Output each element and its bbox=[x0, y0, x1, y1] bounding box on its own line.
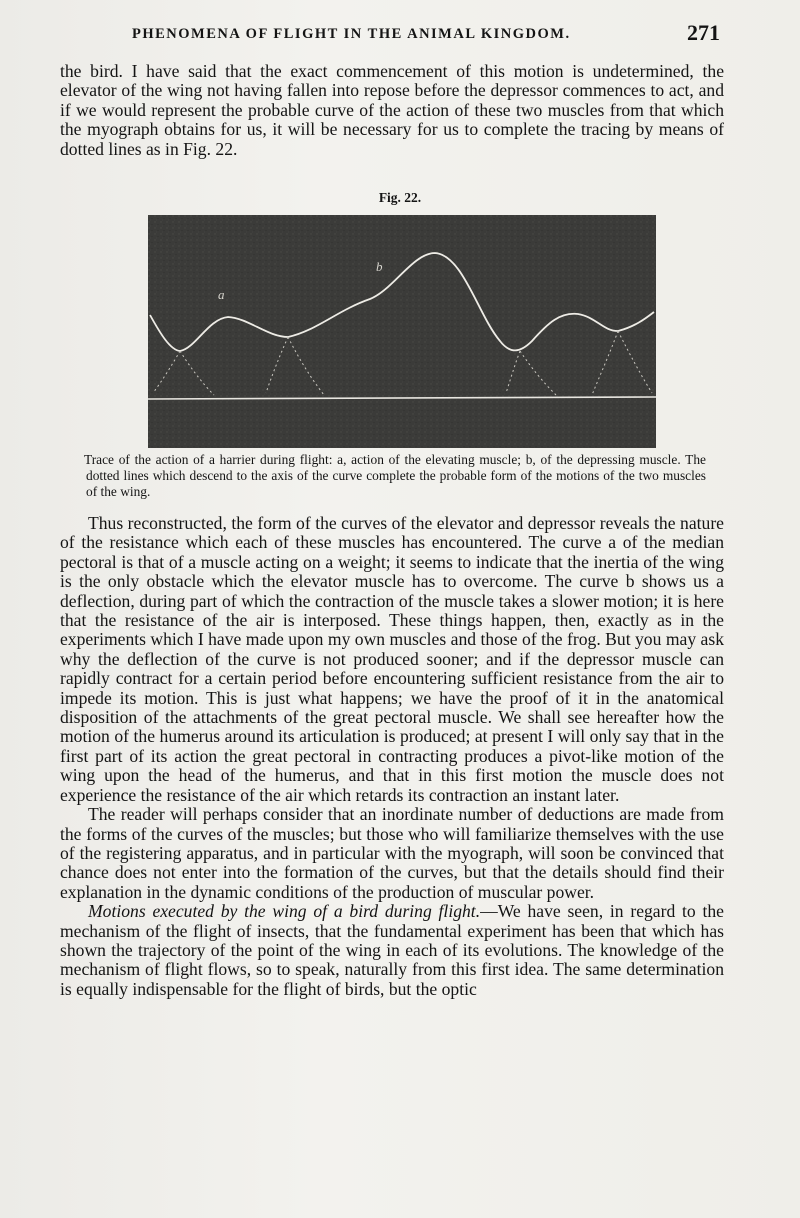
paragraph-3-container bbox=[60, 902, 724, 999]
curve-label-a: a bbox=[218, 287, 225, 302]
smoked-paper-background bbox=[148, 215, 656, 448]
opening-paragraph: the bird. I have said that the exact commencement of this motion is undetermined, the elevator of the wing not having fallen into repose before the depressor commences to act, and if we would represent the probable curve of the action of these two muscles from that which the myograph obtains for us, it will be necessary for us to complete the tracing by means of dotted lines as in Fig. 22. bbox=[60, 61, 724, 159]
paragraph-2: The reader will perhaps consider that an inordinate number of deductions are made from the forms of the curves of the muscles; but those who will familiarize themselves with the use of the registering apparatus, and in particular with the myograph, will soon be convinced that chance does not enter into the formation of the curves, but that the details should find their explanation in the dynamic conditions of the production of muscular power. bbox=[60, 804, 724, 902]
paragraph-1: Thus reconstructed, the form of the curves of the elevator and depressor reveals the nature of the resistance which each of these muscles has encountered. The curve a of the median pectoral is that of a muscle acting on a weight; it seems to indicate that the inertia of the wing is the only obstacle which the elevator muscle has to overcome. The curve b shows us a deflection, during part of which the contraction of the muscle takes a slower motion; it is here that the resistance of the air is interposed. These things happen, then, exactly as in the experiments which I have made upon my own muscles and those of the frog. But you may ask why the deflection of the curve is not produced sooner; and if the depressor muscle can rapidly contract for a certain period before encountering sufficient resistance from the air to impede its motion. This is just what happens; we have the proof of it in the anatomical disposition of the attachments of the great pectoral muscle. We shall see hereafter how the motion of the humerus around its articulation is produced; at present I will only say that in the first part of its action the great pectoral in contracting produces a pivot-like motion of the wing upon the head of the humerus, and that in this first motion the muscle does not experience the resistance of the air which retards its contraction an instant later. bbox=[60, 513, 724, 805]
figure-label: Fig. 22. bbox=[378, 190, 422, 205]
body-text bbox=[60, 514, 724, 999]
running-title: PHENOMENA OF FLIGHT IN THE ANIMAL KINGDOM. bbox=[132, 26, 571, 42]
myograph-figure bbox=[148, 215, 656, 448]
paragraph-3: —We have seen, in regard to the mechanism of the flight of insects, that the fundamental experiment has been that which has shown the trajectory of the point of the wing in each of its evolutions. The knowledge of the mechanism of flight flows, so to speak, naturally from this first idea. The same determination is equally indispensable for the flight of birds, but the optic bbox=[60, 901, 724, 999]
running-head bbox=[60, 20, 720, 44]
page-number: 271 bbox=[687, 20, 720, 45]
section-heading: Motions executed by the wing of a bird during flight. bbox=[88, 901, 481, 922]
opening-paragraph-block bbox=[60, 62, 724, 159]
myograph-tracing bbox=[148, 215, 656, 448]
figure-caption-block bbox=[86, 452, 706, 500]
figure-caption: Trace of the action of a harrier during flight: a, action of the elevating muscle; b, of the depressing muscle. The dotted lines which descend to the axis of the curve complete the probable form of the motions of the two muscles of the wing. bbox=[84, 452, 706, 499]
curve-label-b: b bbox=[376, 259, 383, 274]
